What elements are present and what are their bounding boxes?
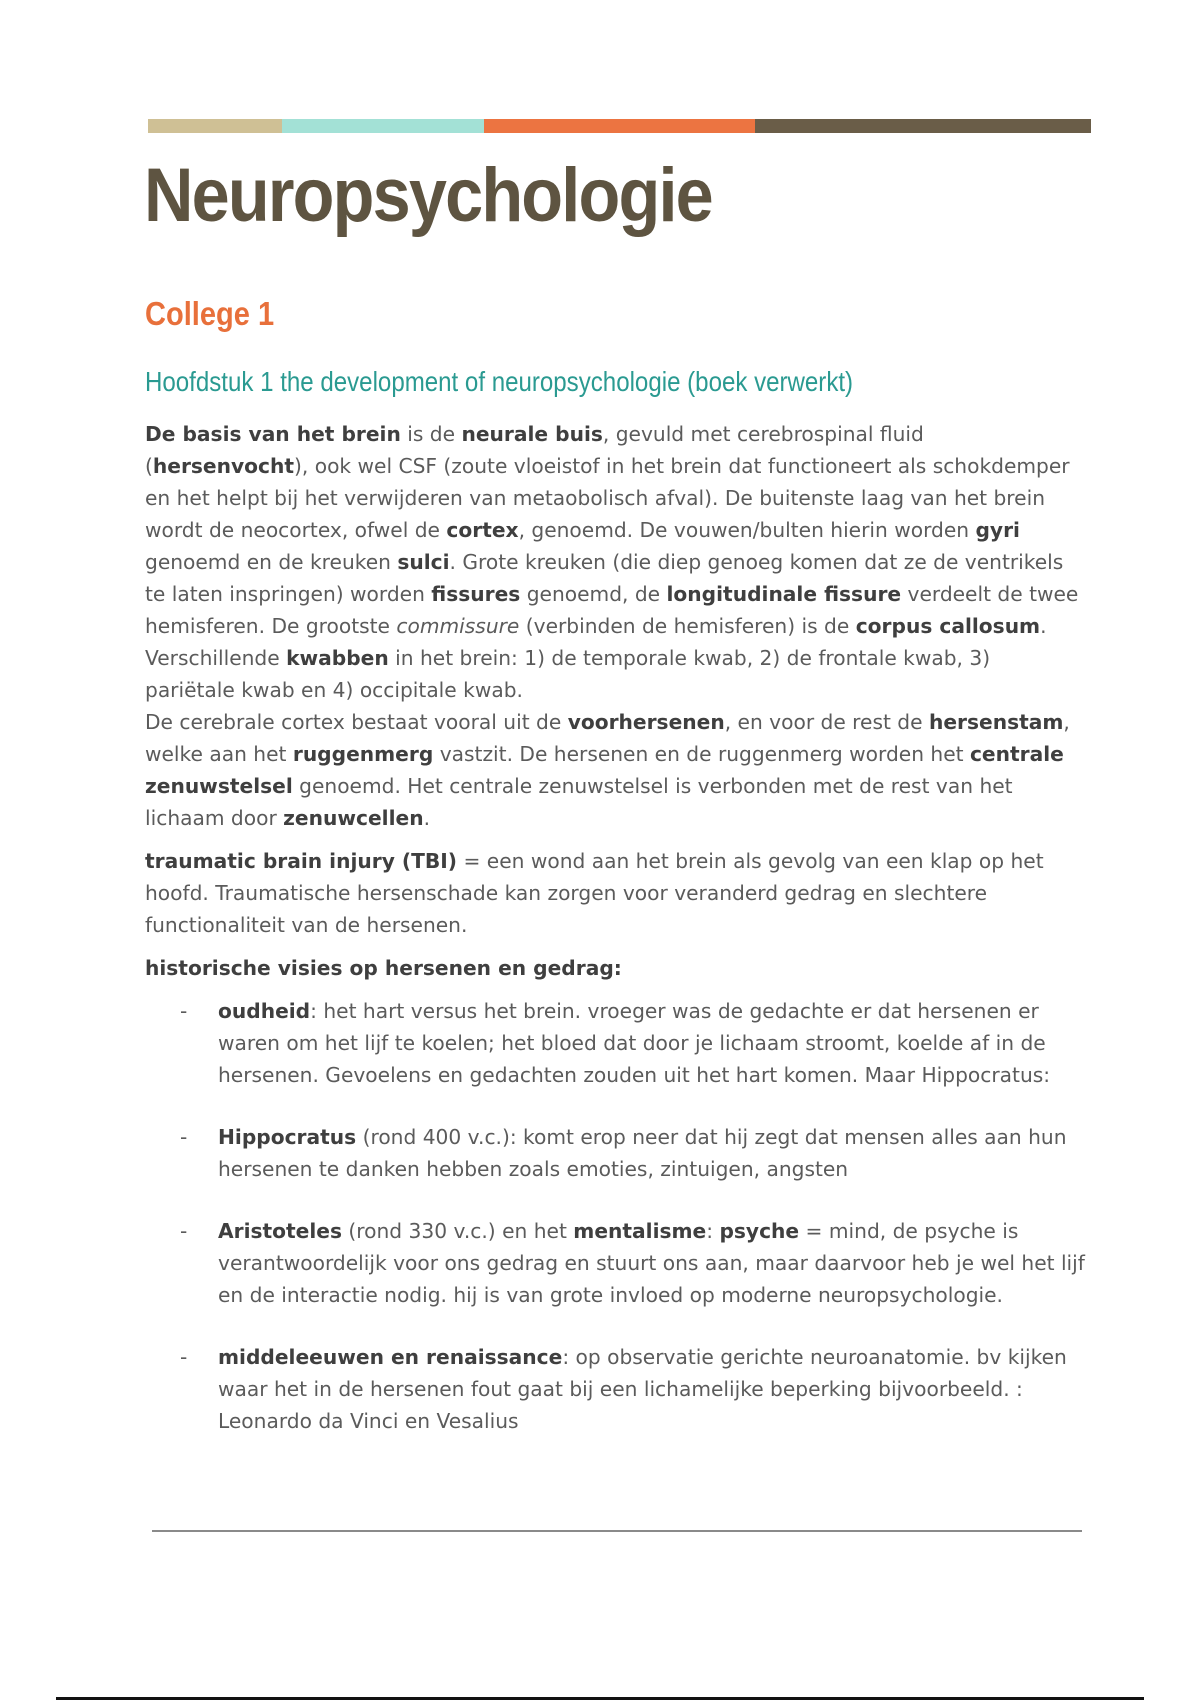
header-color-bar [148, 119, 1091, 133]
chapter-heading: Hoofdstuk 1 the development of neuropsychologie (boek verwerkt) [145, 366, 854, 397]
color-bar-segment [755, 119, 1091, 133]
document-body [145, 418, 1085, 1467]
list-item [145, 1215, 1085, 1311]
color-bar-segment [484, 119, 755, 133]
bullet-dash: - [180, 999, 188, 1023]
color-bar-segment [148, 119, 282, 133]
paragraph: traumatic brain injury (TBI) = een wond aan het brein als gevolg van een klap op het hoofd. Traumatische hersenschade kan zorgen voor veranderd gedrag en slechtere functionaliteit van de hersenen. [145, 849, 1044, 937]
section-heading: College 1 [145, 295, 275, 332]
footer-divider [152, 1530, 1082, 1532]
history-list [145, 995, 1085, 1437]
bullet-dash: - [180, 1345, 188, 1369]
list-heading: historische visies op hersenen en gedrag: [145, 956, 622, 980]
list-item-text: middeleeuwen en renaissance: op observatie gerichte neuroanatomie. bv kijken waar het in de hersenen fout gaat bij een lichamelijke beperking bijvoorbeeld. : Leonardo da Vinci en Vesalius [218, 1345, 1067, 1433]
bullet-dash: - [180, 1219, 188, 1243]
color-bar-segment [282, 119, 484, 133]
list-item-text: Aristoteles (rond 330 v.c.) en het mentalisme: psyche = mind, de psyche is verantwoordelijk voor ons gedrag en stuurt ons aan, maar daarvoor heb je wel het lijf en de interactie nodig. hij is van grote invloed op moderne neuropsychologie. [218, 1219, 1085, 1307]
paragraph: De cerebrale cortex bestaat vooral uit de voorhersenen, en voor de rest de hersenstam, welke aan het ruggenmerg vastzit. De hersenen en de ruggenmerg worden het centrale zenuwstelsel genoemd. Het centrale zenuwstelsel is verbonden met de rest van het lichaam door zenuwcellen. [145, 710, 1070, 830]
list-item [145, 1121, 1085, 1185]
list-item-text: oudheid: het hart versus het brein. vroeger was de gedachte er dat hersenen er waren om het lijf te koelen; het bloed dat door je lichaam stroomt, koelde af in de hersenen. Gevoelens en gedachten zouden uit het hart komen. Maar Hippocratus: [218, 999, 1051, 1087]
list-item [145, 1341, 1085, 1437]
bullet-dash: - [180, 1125, 188, 1149]
document-title: Neuropsychologie [144, 153, 712, 238]
list-item [145, 995, 1085, 1091]
list-item-text: Hippocratus (rond 400 v.c.): komt erop neer dat hij zegt dat mensen alles aan hun hersenen te danken hebben zoals emoties, zintuigen, angsten [218, 1125, 1067, 1181]
paragraph: De basis van het brein is de neurale buis, gevuld met cerebrospinal fluid (hersenvocht), ook wel CSF (zoute vloeistof in het brein dat functioneert als schokdemper en het helpt bij het verwijderen van metaobolisch afval). De buitenste laag van het brein wordt de neocortex, ofwel de cortex, genoemd. De vouwen/bulten hierin worden gyri genoemd en de kreuken sulci. Grote kreuken (die diep genoeg komen dat ze de ventrikels te laten inspringen) worden fissures genoemd, de longitudinale fissure verdeelt de twee hemisferen. De grootste commissure (verbinden de hemisferen) is de corpus callosum. Verschillende kwabben in het brein: 1) de temporale kwab, 2) de frontale kwab, 3) pariëtale kwab en 4) occipitale kwab. [145, 422, 1079, 702]
